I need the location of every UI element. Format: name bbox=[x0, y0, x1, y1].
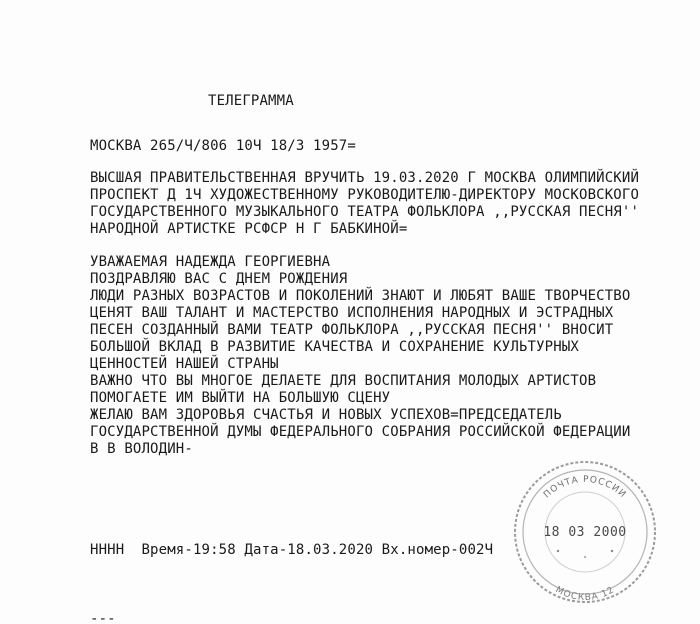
telegram-header: МОСКВА 265/Ч/806 10Ч 18/3 1957= bbox=[90, 138, 356, 154]
message-line: ПЕСЕН СОЗДАННЫЙ ВАМИ ТЕАТР ФОЛЬКЛОРА ,,РУССКАЯ ПЕСНЯ'' ВНОСИТ bbox=[90, 322, 614, 338]
message-line: ПОЗДРАВЛЯЮ ВАС С ДНЕМ РОЖДЕНИЯ bbox=[90, 271, 348, 287]
message-line: ГОСУДАРСТВЕННОЙ ДУМЫ ФЕДЕРАЛЬНОГО СОБРАНИЯ РОССИЙСКОЙ ФЕДЕРАЦИИ bbox=[90, 424, 631, 440]
address-line: ГОСУДАРСТВЕННОГО МУЗЫКАЛЬНОГО ТЕАТРА ФОЛЬКЛОРА ,,РУССКАЯ ПЕСНЯ'' bbox=[90, 204, 640, 220]
stamp-date: 18 03 2000 bbox=[543, 525, 627, 540]
address-line: ВЫСШАЯ ПРАВИТЕЛЬСТВЕННАЯ ВРУЧИТЬ 19.03.2020 Г МОСКВА ОЛИМПИЙСКИЙ bbox=[90, 170, 640, 186]
telegram-footer: НННН Время-19:58 Дата-18.03.2020 Вх.номер-002Ч bbox=[90, 542, 494, 558]
message-line: ВАЖНО ЧТО ВЫ МНОГОЕ ДЕЛАЕТЕ ДЛЯ ВОСПИТАНИЯ МОЛОДЫХ АРТИСТОВ bbox=[90, 373, 597, 389]
message-line: ЦЕНЯТ ВАШ ТАЛАНТ И МАСТЕРСТВО ИСПОЛНЕНИЯ НАРОДНЫХ И ЭСТРАДНЫХ bbox=[90, 305, 614, 321]
postal-stamp-graphic bbox=[510, 457, 660, 607]
svg-text:ПОЧТА РОССИИ bbox=[542, 475, 628, 500]
message-line: УВАЖАЕМАЯ НАДЕЖДА ГЕОРГИЕВНА bbox=[90, 254, 331, 270]
message-line: БОЛЬШОЙ ВКЛАД В РАЗВИТИЕ КАЧЕСТВА И СОХРАНЕНИЕ КУЛЬТУРНЫХ bbox=[90, 339, 579, 355]
message-line: ЦЕННОСТЕЙ НАШЕЙ СТРАНЫ bbox=[90, 356, 279, 372]
stamp-top-text: ПОЧТА РОССИИ bbox=[542, 474, 628, 501]
address-line: ПРОСПЕКТ Д 1Ч ХУДОЖЕСТВЕННОМУ РУКОВОДИТЕЛЮ-ДИРЕКТОРУ МОСКОВСКОГО bbox=[90, 187, 640, 203]
postal-stamp bbox=[510, 457, 660, 607]
stamp-bottom-text: МОСКВА 12 bbox=[553, 585, 617, 604]
message-line: В В ВОЛОДИН- bbox=[90, 441, 193, 457]
message-line: ПОМОГАЕТЕ ИМ ВЫЙТИ НА БОЛЬШУЮ СЦЕНУ bbox=[90, 390, 391, 406]
message-line: ЛЮДИ РАЗНЫХ ВОЗРАСТОВ И ПОКОЛЕНИЙ ЗНАЮТ И ЛЮБЯТ ВАШЕ ТВОРЧЕСТВО bbox=[90, 288, 631, 304]
message-line: ЖЕЛАЮ ВАМ ЗДОРОВЬЯ СЧАСТЬЯ И НОВЫХ УСПЕХОВ=ПРЕДСЕДАТЕЛЬ bbox=[90, 407, 562, 423]
svg-text:МОСКВА 12 bbox=[554, 585, 617, 603]
end-marks: --- bbox=[90, 611, 116, 624]
address-line: НАРОДНОЙ АРТИСТКЕ РСФСР Н Г БАБКИНОЙ= bbox=[90, 221, 408, 237]
telegram-title: ТЕЛЕГРАММА bbox=[208, 93, 294, 109]
